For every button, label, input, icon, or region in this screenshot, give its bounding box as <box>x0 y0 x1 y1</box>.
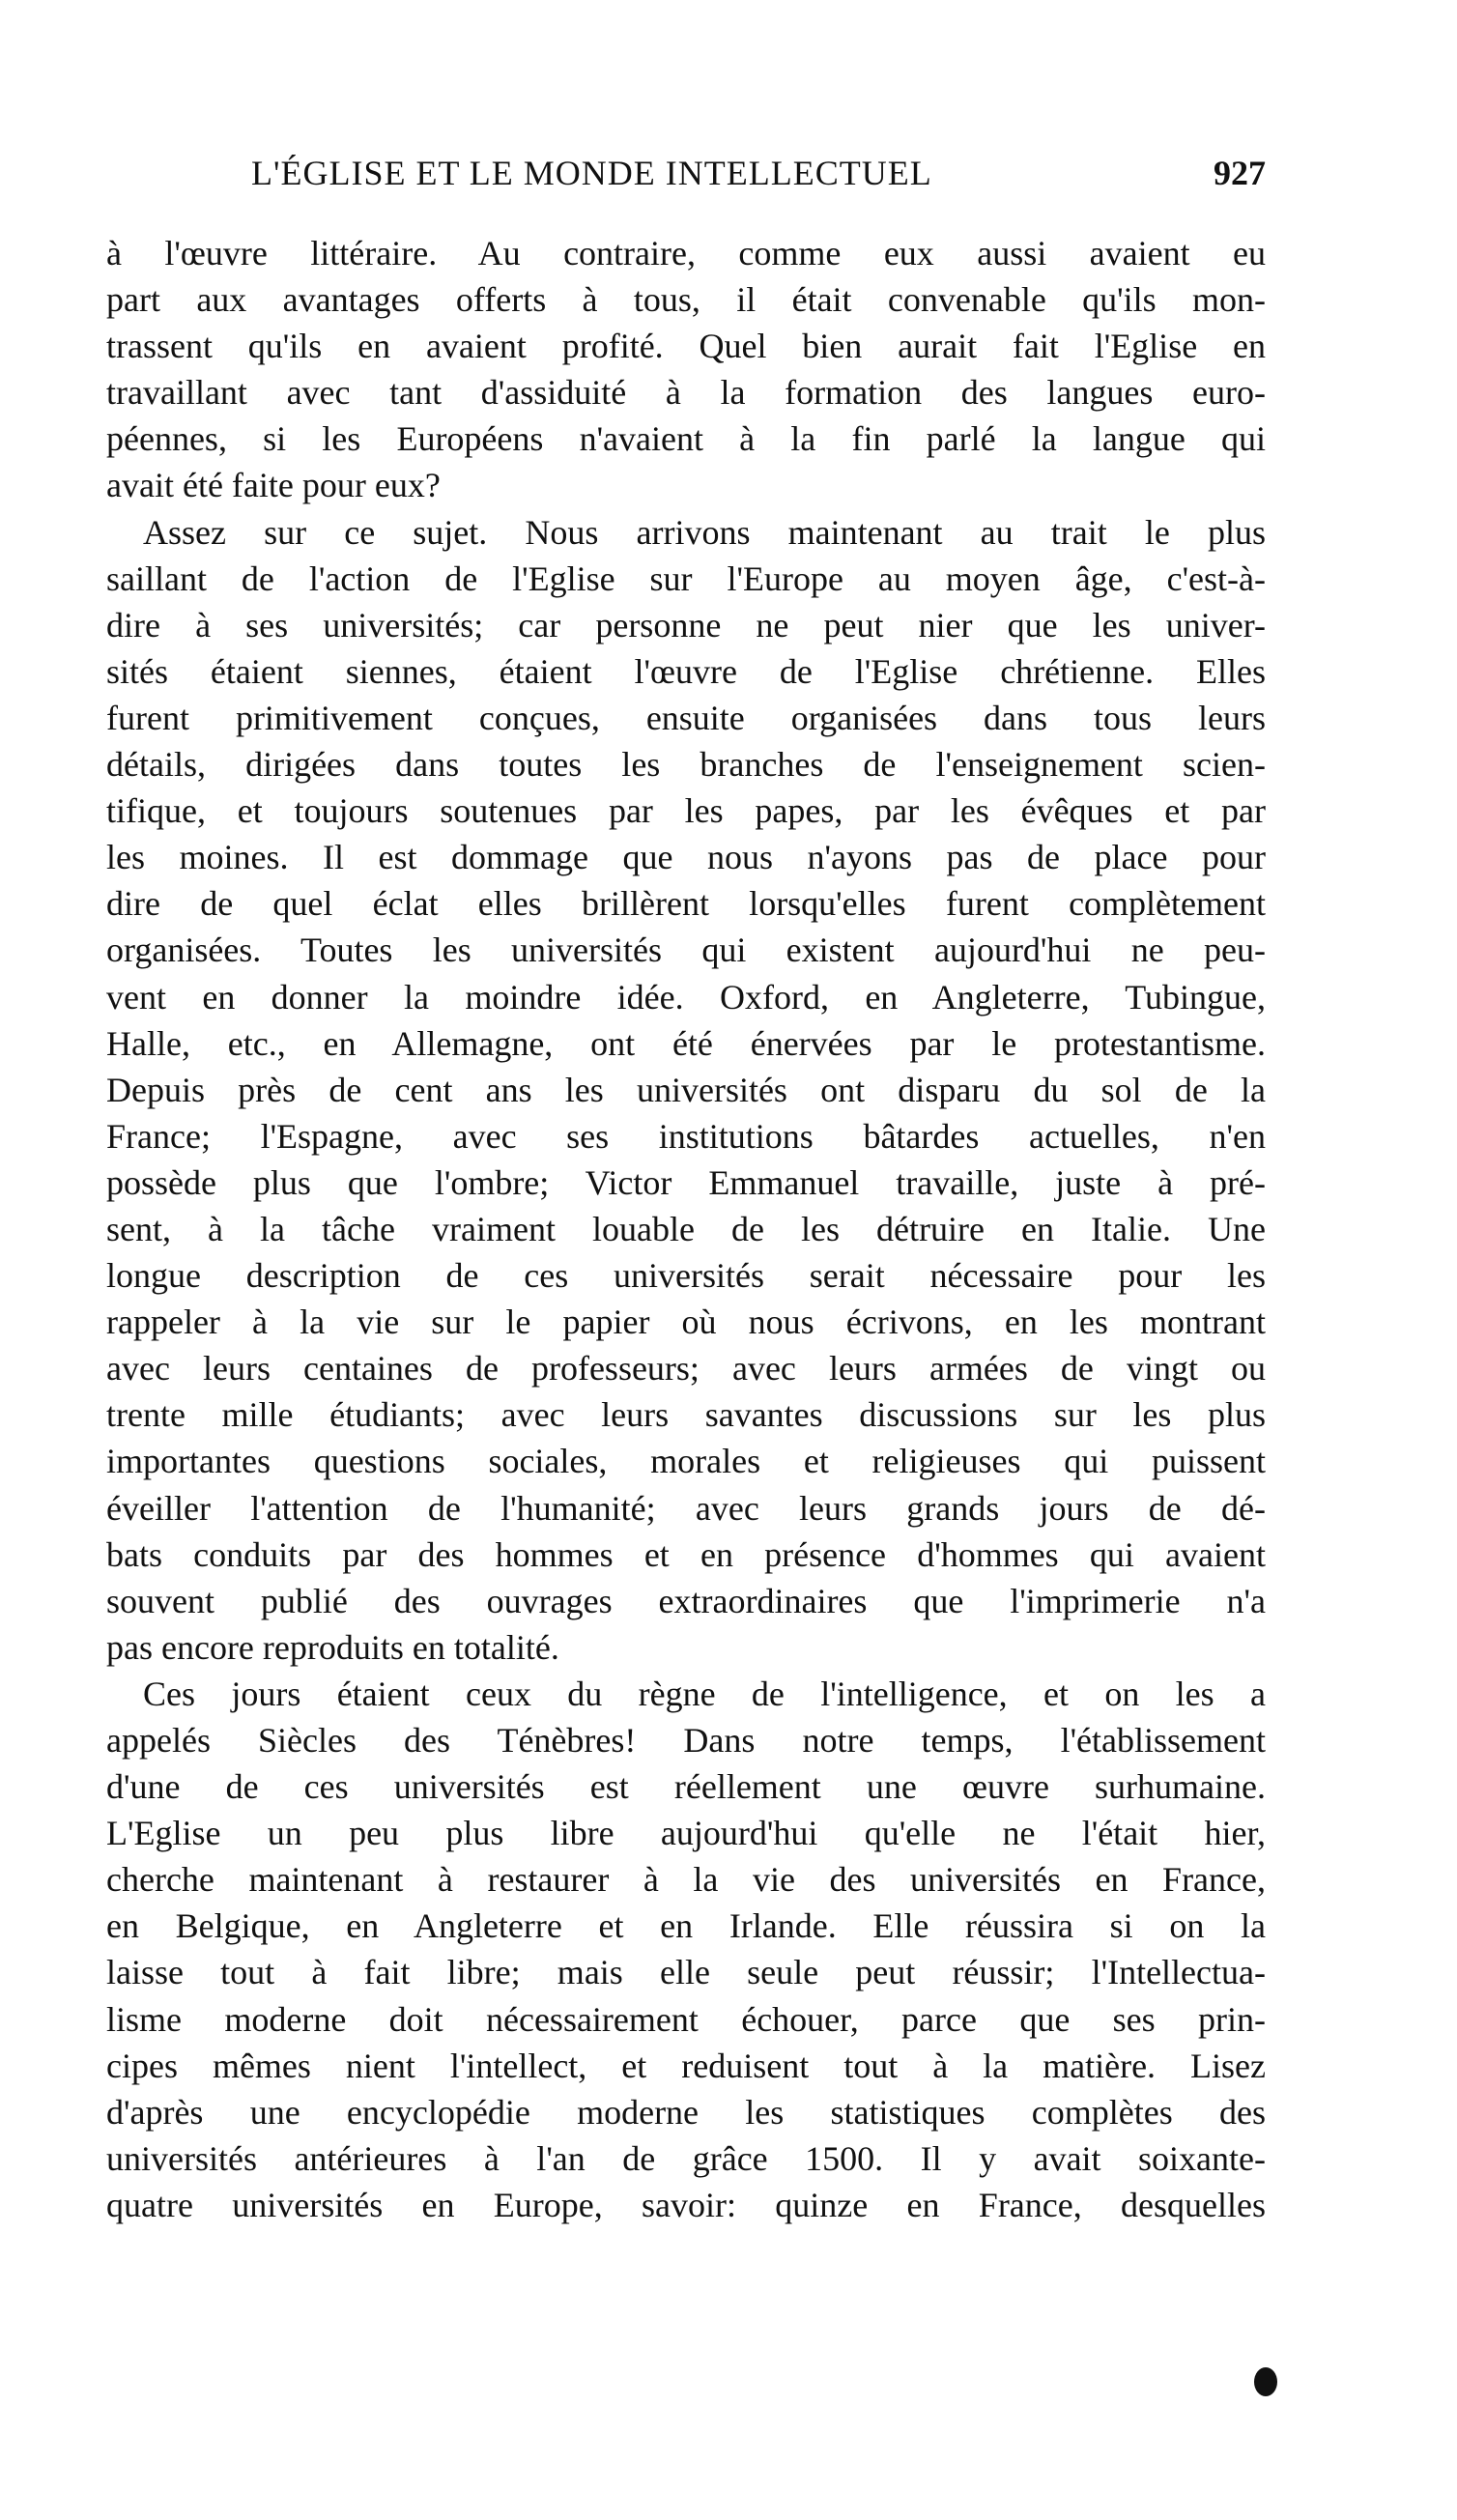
text-line: cherche maintenant à restaurer à la vie des universités en France, <box>106 1860 1266 1900</box>
text-line: Ces jours étaient ceux du règne de l'intelligence, et on les a <box>143 1674 1266 1713</box>
text-line: importantes questions sociales, morales et religieuses qui puissent <box>106 1442 1266 1481</box>
text-line: lisme moderne doit nécessairement échouer, parce que ses prin- <box>106 1999 1266 2039</box>
text-line: saillant de l'action de l'Eglise sur l'Europe au moyen âge, c'est-à- <box>106 558 1266 598</box>
text-line: cipes mêmes nient l'intellect, et reduisent tout à la matière. Lisez <box>106 2046 1266 2085</box>
text-line: les moines. Il est dommage que nous n'ayons pas de place pour <box>106 838 1266 877</box>
text-line: sités étaient siennes, étaient l'œuvre de l'Eglise chrétienne. Elles <box>106 651 1266 691</box>
text-line: France; l'Espagne, avec ses institutions bâtardes actuelles, n'en <box>106 1116 1266 1156</box>
text-line: laisse tout à fait libre; mais elle seule peut réussir; l'Intellectua- <box>106 1953 1266 1992</box>
text-line: d'après une encyclopédie moderne les statistiques complètes des <box>106 2092 1266 2132</box>
text-line: souvent publié des ouvrages extraordinaires que l'imprimerie n'a <box>106 1581 1266 1620</box>
text-line: L'Eglise un peu plus libre aujourd'hui qu'elle ne l'était hier, <box>106 1814 1266 1853</box>
text-line: avec leurs centaines de professeurs; avec leurs armées de vingt ou <box>106 1349 1266 1389</box>
text-line: en Belgique, en Angleterre et en Irlande. Elle réussira si on la <box>106 1906 1266 1946</box>
text-line: travaillant avec tant d'assiduité à la formation des langues euro- <box>106 373 1266 413</box>
text-line: rappeler à la vie sur le papier où nous écrivons, en les montrant <box>106 1303 1266 1342</box>
running-title: L'ÉGLISE ET LE MONDE INTELLECTUEL <box>251 154 932 192</box>
text-line: sent, à la tâche vraiment louable de les détruire en Italie. Une <box>106 1209 1266 1248</box>
text-line: appelés Siècles des Ténèbres! Dans notre temps, l'établissement <box>106 1721 1266 1760</box>
text-line: longue description de ces universités serait nécessaire pour les <box>106 1256 1266 1296</box>
text-line: dire de quel éclat elles brillèrent lorsqu'elles furent complètement <box>106 884 1266 924</box>
text-line: universités antérieures à l'an de grâce 1500. Il y avait soixante- <box>106 2138 1266 2178</box>
text-line: trassent qu'ils en avaient profité. Quel bien aurait fait l'Eglise en <box>106 327 1266 366</box>
body-text <box>106 230 1266 2228</box>
text-line: bats conduits par des hommes et en présence d'hommes qui avaient <box>106 1534 1266 1574</box>
text-line: furent primitivement conçues, ensuite organisées dans tous leurs <box>106 698 1266 737</box>
running-header <box>251 153 1266 211</box>
ink-speck <box>1254 2367 1277 2396</box>
text-line: avait été faite pour eux? <box>106 466 441 505</box>
text-line: dire à ses universités; car personne ne peut nier que les univer- <box>106 605 1266 644</box>
page-number: 927 <box>1214 154 1266 192</box>
text-line: quatre universités en Europe, savoir: quinze en France, desquelles <box>106 2185 1266 2224</box>
text-line: Depuis près de cent ans les universités ont disparu du sol de la <box>106 1070 1266 1109</box>
text-line: organisées. Toutes les universités qui existent aujourd'hui ne peu- <box>106 931 1266 970</box>
text-line: à l'œuvre littéraire. Au contraire, comme eux aussi avaient eu <box>106 234 1266 272</box>
text-line: péennes, si les Européens n'avaient à la fin parlé la langue qui <box>106 419 1266 459</box>
text-line: pas encore reproduits en totalité. <box>106 1627 559 1667</box>
text-line: éveiller l'attention de l'humanité; avec leurs grands jours de dé- <box>106 1488 1266 1528</box>
text-line: Assez sur ce sujet. Nous arrivons maintenant au trait le plus <box>143 512 1266 552</box>
text-line: Halle, etc., en Allemagne, ont été énervées par le protestantisme. <box>106 1023 1266 1063</box>
text-line: possède plus que l'ombre; Victor Emmanuel travaille, juste à pré- <box>106 1162 1266 1202</box>
text-line: d'une de ces universités est réellement une œuvre surhumaine. <box>106 1767 1266 1807</box>
text-line: trente mille étudiants; avec leurs savantes discussions sur les plus <box>106 1395 1266 1435</box>
text-line: détails, dirigées dans toutes les branches de l'enseignement scien- <box>106 745 1266 785</box>
text-line: tifique, et toujours soutenues par les papes, par les évêques et par <box>106 791 1266 831</box>
text-line: vent en donner la moindre idée. Oxford, en Angleterre, Tubingue, <box>106 977 1266 1017</box>
text-line: part aux avantages offerts à tous, il était convenable qu'ils mon- <box>106 280 1266 320</box>
